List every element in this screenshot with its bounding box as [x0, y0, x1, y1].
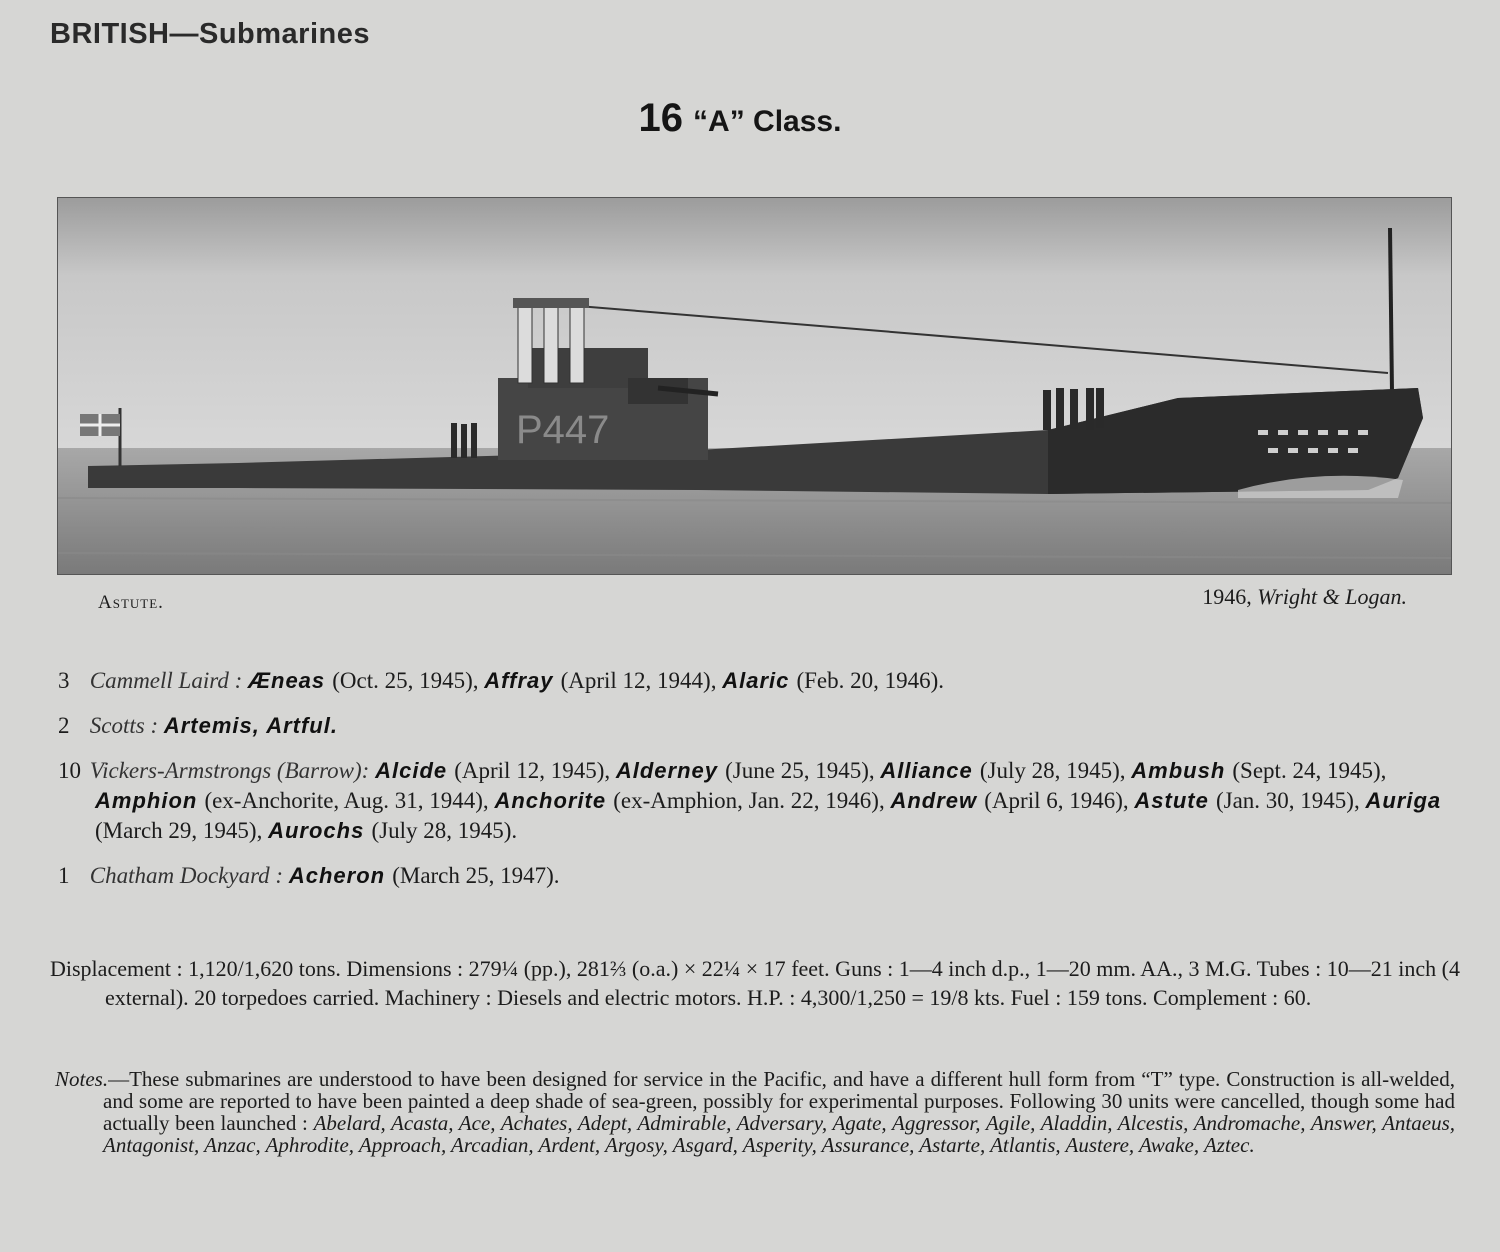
builder-count: 3 [58, 668, 70, 693]
launch-date: (April 12, 1945), [454, 758, 616, 783]
ship-name: Alaric [722, 668, 797, 693]
ship-name: Æneas [248, 668, 333, 693]
ship-name: Anchorite [494, 788, 614, 813]
ship-name: Alliance [880, 758, 980, 783]
ship-name: Astute [1134, 788, 1216, 813]
ship-name: Acheron [288, 863, 393, 888]
submarine-photo [57, 197, 1452, 575]
cancelled-list: Abelard, Acasta, Ace, Achates, Adept, Admirable, Adversary, Agate, Aggressor, Agile, Aladdin, Alcestis, Andromache, Answer, Antaeus, Antagonist, Anzac, Aphrodite, Approach, Arcadian, Ardent, Argosy, Asgard, Asperity, Assurance, Astarte, Atlantis, Austere, Awake, Aztec. [103, 1111, 1455, 1157]
hull-number: P447 [516, 408, 610, 452]
launch-date: (June 25, 1945), [725, 758, 881, 783]
notes-label: Notes. [55, 1067, 109, 1091]
ship-name: Artemis, Artful. [163, 713, 338, 738]
photo-photographer: Wright & Logan. [1257, 584, 1407, 609]
ship-name: Auriga [1365, 788, 1442, 813]
builder-row [58, 756, 1463, 846]
page-header: BRITISH—Submarines [50, 18, 370, 50]
launch-date: (March 29, 1945), [95, 818, 269, 843]
builders-list [58, 666, 1463, 906]
launch-date: (March 25, 1947). [392, 863, 560, 888]
class-count: 16 [638, 96, 684, 140]
builder-yard: Vickers-Armstrongs (Barrow): [84, 758, 376, 783]
builder-row [58, 711, 1463, 741]
launch-date: (Sept. 24, 1945), [1232, 758, 1387, 783]
ship-name: Affray [484, 668, 561, 693]
launch-date: (Feb. 20, 1946). [796, 668, 945, 693]
launch-date: (April 6, 1946), [984, 788, 1135, 813]
ship-name: Andrew [890, 788, 985, 813]
builder-count: 1 [58, 863, 70, 888]
builder-row [58, 666, 1463, 696]
photo-caption-ship: Astute. [98, 592, 164, 613]
launch-date: (Jan. 30, 1945), [1215, 788, 1366, 813]
builder-count: 2 [58, 713, 70, 738]
ship-name: Amphion [95, 788, 205, 813]
builder-count: 10 [58, 758, 81, 783]
photo-credit [1202, 584, 1407, 610]
photo-year: 1946, [1202, 584, 1252, 609]
specifications-text: Displacement : 1,120/1,620 tons. Dimensions : 279¼ (pp.), 281⅔ (o.a.) × 22¼ × 17 feet. Guns : 1—4 inch d.p., 1—20 mm. AA., 3 M.G. Tubes : 10—21 inch (4 external). 20 torpedoes carried. Machinery : Diesels and electric motors. H.P. : 4,300/1,250 = 19/8 kts. Fuel : 159 tons. Complement : 60. [50, 956, 1460, 1010]
launch-date: (July 28, 1945). [371, 818, 518, 843]
launch-date: (July 28, 1945), [979, 758, 1132, 783]
specifications [50, 954, 1460, 1012]
launch-date: (ex-Amphion, Jan. 22, 1946), [613, 788, 891, 813]
builder-yard: Chatham Dockyard : [84, 863, 289, 888]
launch-date: (Oct. 25, 1945), [332, 668, 485, 693]
notes-text: —These submarines are understood to have been designed for service in the Pacific, and have a different hull form from “T” type. Construction is all-welded, and some are reported to have been painted a deep shade of sea-green, possibly for experimental purposes. Following 30 units were cancelled, though some had actually been launched : [103, 1067, 1455, 1135]
class-name: “A” Class. [693, 105, 842, 138]
builder-yard: Scotts : [84, 713, 164, 738]
ship-name: Alderney [615, 758, 726, 783]
class-title [0, 96, 1480, 141]
notes [55, 1068, 1455, 1156]
launch-date: (ex-Anchorite, Aug. 31, 1944), [204, 788, 495, 813]
launch-date: (April 12, 1944), [560, 668, 723, 693]
ship-name: Aurochs [268, 818, 372, 843]
builder-row [58, 861, 1463, 891]
ship-name: Ambush [1131, 758, 1233, 783]
builder-yard: Cammell Laird : [84, 668, 248, 693]
ship-name: Alcide [375, 758, 455, 783]
